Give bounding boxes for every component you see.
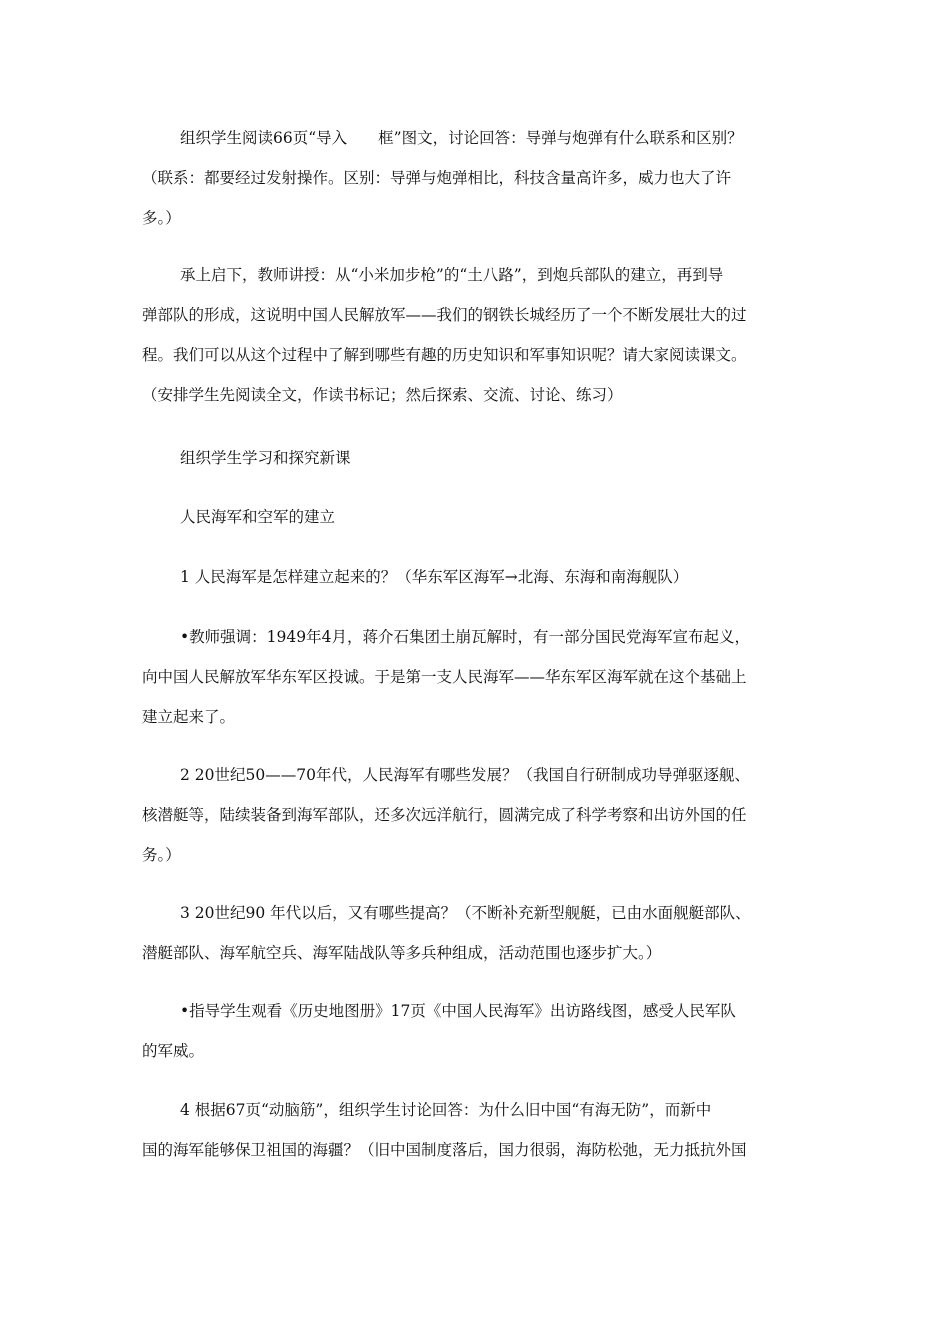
text-line: 1 人民海军是怎样建立起来的？（华东军区海军→北海、东海和南海舰队） bbox=[180, 568, 689, 586]
text-line: 程。我们可以从这个过程中了解到哪些有趣的历史知识和军事知识呢？请大家阅读课文。 bbox=[142, 346, 747, 364]
text-line: 3 20世纪90 年代以后，又有哪些提高？（不断补充新型舰艇，已由水面舰艇部队、 bbox=[180, 904, 751, 922]
text-line: 弹部队的形成，这说明中国人民解放军——我们的钢铁长城经历了一个不断发展壮大的过 bbox=[142, 306, 747, 324]
text-line: 向中国人民解放军华东军区投诚。于是第一支人民海军——华东军区海军就在这个基础上 bbox=[142, 668, 747, 686]
text-line: •教师强调：1949年4月，蒋介石集团土崩瓦解时，有一部分国民党海军宣布起义， bbox=[180, 628, 750, 646]
text-line: 核潜艇等，陆续装备到海军部队，还多次远洋航行，圆满完成了科学考察和出访外国的任 bbox=[142, 806, 747, 824]
text-line: 多。） bbox=[142, 209, 181, 227]
text-line: 人民海军和空军的建立 bbox=[180, 508, 336, 526]
paragraph-question-1 bbox=[142, 557, 810, 597]
text-line: 务。） bbox=[142, 846, 181, 864]
paragraph-question-2 bbox=[142, 755, 810, 875]
text-line: 4 根据67页“动脑筋”，组织学生讨论回答：为什么旧中国“有海无防”，而新中 bbox=[180, 1101, 712, 1119]
paragraph-question-4 bbox=[142, 1090, 810, 1170]
paragraph-atlas-guidance bbox=[142, 991, 810, 1071]
text-line: 组织学生学习和探究新课 bbox=[180, 449, 351, 467]
paragraph-missile-discussion bbox=[142, 118, 810, 238]
text-line: •指导学生观看《历史地图册》17页《中国人民海军》出访路线图，感受人民军队 bbox=[180, 1002, 736, 1020]
text-line: （联系：都要经过发射操作。区别：导弹与炮弹相比，科技含量高许多，威力也大了许 bbox=[142, 169, 732, 187]
text-line: 组织学生阅读66页“导入 框”图文，讨论回答：导弹与炮弹有什么联系和区别？ bbox=[180, 129, 743, 147]
paragraph-teacher-emphasis bbox=[142, 617, 810, 737]
paragraph-question-3 bbox=[142, 893, 810, 973]
text-line: 的军威。 bbox=[142, 1042, 205, 1060]
text-line: 潜艇部队、海军航空兵、海军陆战队等多兵种组成，活动范围也逐步扩大。） bbox=[142, 944, 662, 962]
text-line: （安排学生先阅读全文，作读书标记；然后探索、交流、讨论、练习） bbox=[142, 386, 623, 404]
section-heading-navy-airforce bbox=[142, 497, 810, 537]
text-line: 2 20世纪50——70年代，人民海军有哪些发展？（我国自行研制成功导弹驱逐舰、 bbox=[180, 766, 750, 784]
paragraph-new-lesson bbox=[142, 438, 810, 478]
text-line: 承上启下，教师讲授：从“小米加步枪”的“土八路”，到炮兵部队的建立，再到导 bbox=[180, 266, 724, 284]
paragraph-teacher-lecture bbox=[142, 255, 810, 415]
text-line: 建立起来了。 bbox=[142, 708, 236, 726]
text-line: 国的海军能够保卫祖国的海疆？（旧中国制度落后，国力很弱，海防松弛，无力抵抗外国 bbox=[142, 1141, 747, 1159]
